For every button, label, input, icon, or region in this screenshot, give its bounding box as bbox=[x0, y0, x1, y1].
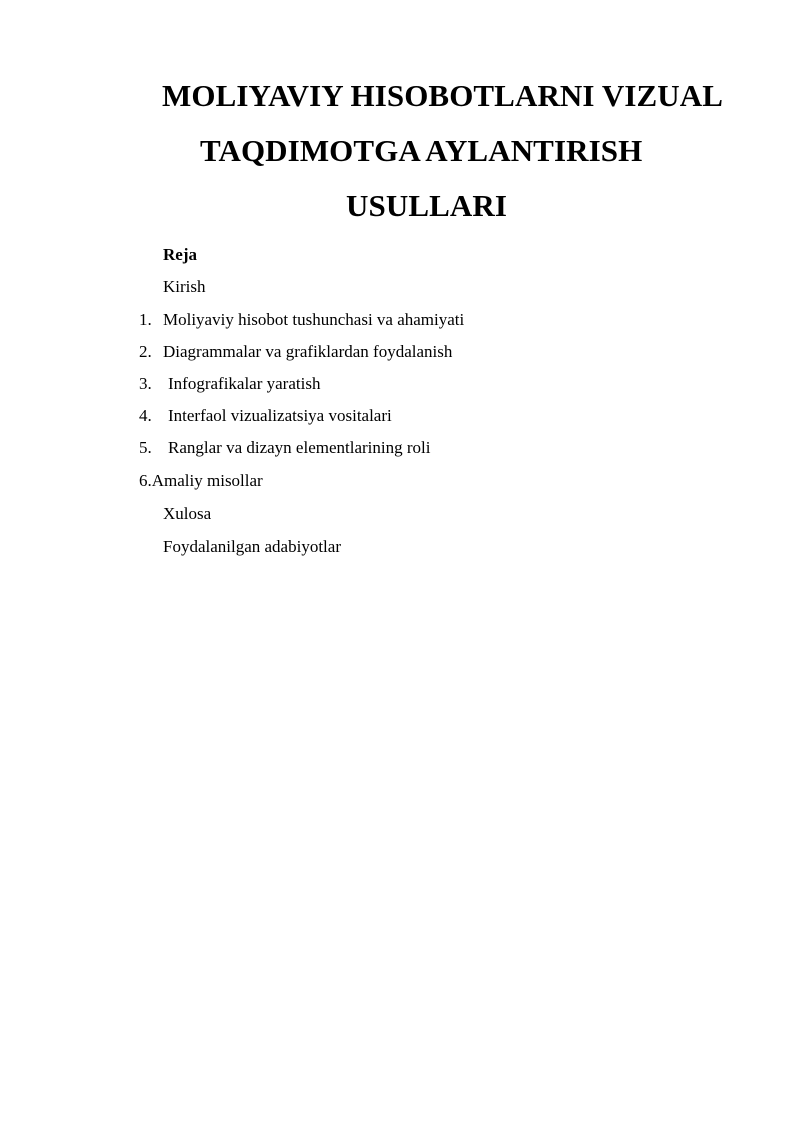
toc-item-3 bbox=[139, 373, 320, 395]
toc-item-text: Ranglar va dizayn elementlarining roli bbox=[168, 438, 431, 457]
toc-item-number: 3. bbox=[139, 374, 152, 393]
toc-item-text: Moliyaviy hisobot tushunchasi va ahamiyati bbox=[163, 310, 465, 329]
toc-item-text: Diagrammalar va grafiklardan foydalanish bbox=[163, 342, 453, 361]
toc-item-6: 6.Amaliy misollar bbox=[139, 471, 263, 490]
document-title-line-2: TAQDIMOTGA AYLANTIRISH bbox=[200, 133, 643, 168]
document-title-line-3: USULLARI bbox=[346, 188, 508, 223]
toc-item-4 bbox=[139, 405, 392, 427]
plan-heading: Reja bbox=[163, 245, 197, 264]
toc-references: Foydalanilgan adabiyotlar bbox=[163, 537, 341, 556]
toc-item-text: Infografikalar yaratish bbox=[168, 374, 321, 393]
toc-item-number: 1. bbox=[139, 310, 152, 329]
toc-item-5 bbox=[139, 437, 430, 459]
toc-item-text: Interfaol vizualizatsiya vositalari bbox=[168, 406, 392, 425]
toc-item-2 bbox=[139, 341, 452, 363]
toc-item-number: 5. bbox=[139, 438, 152, 457]
toc-intro: Kirish bbox=[163, 277, 206, 296]
toc-conclusion: Xulosa bbox=[163, 504, 212, 523]
toc-item-number: 2. bbox=[139, 342, 152, 361]
toc-item-1 bbox=[139, 309, 464, 331]
toc-item-number: 4. bbox=[139, 406, 152, 425]
document-title-line-1: MOLIYAVIY HISOBOTLARNI VIZUAL bbox=[162, 78, 724, 113]
